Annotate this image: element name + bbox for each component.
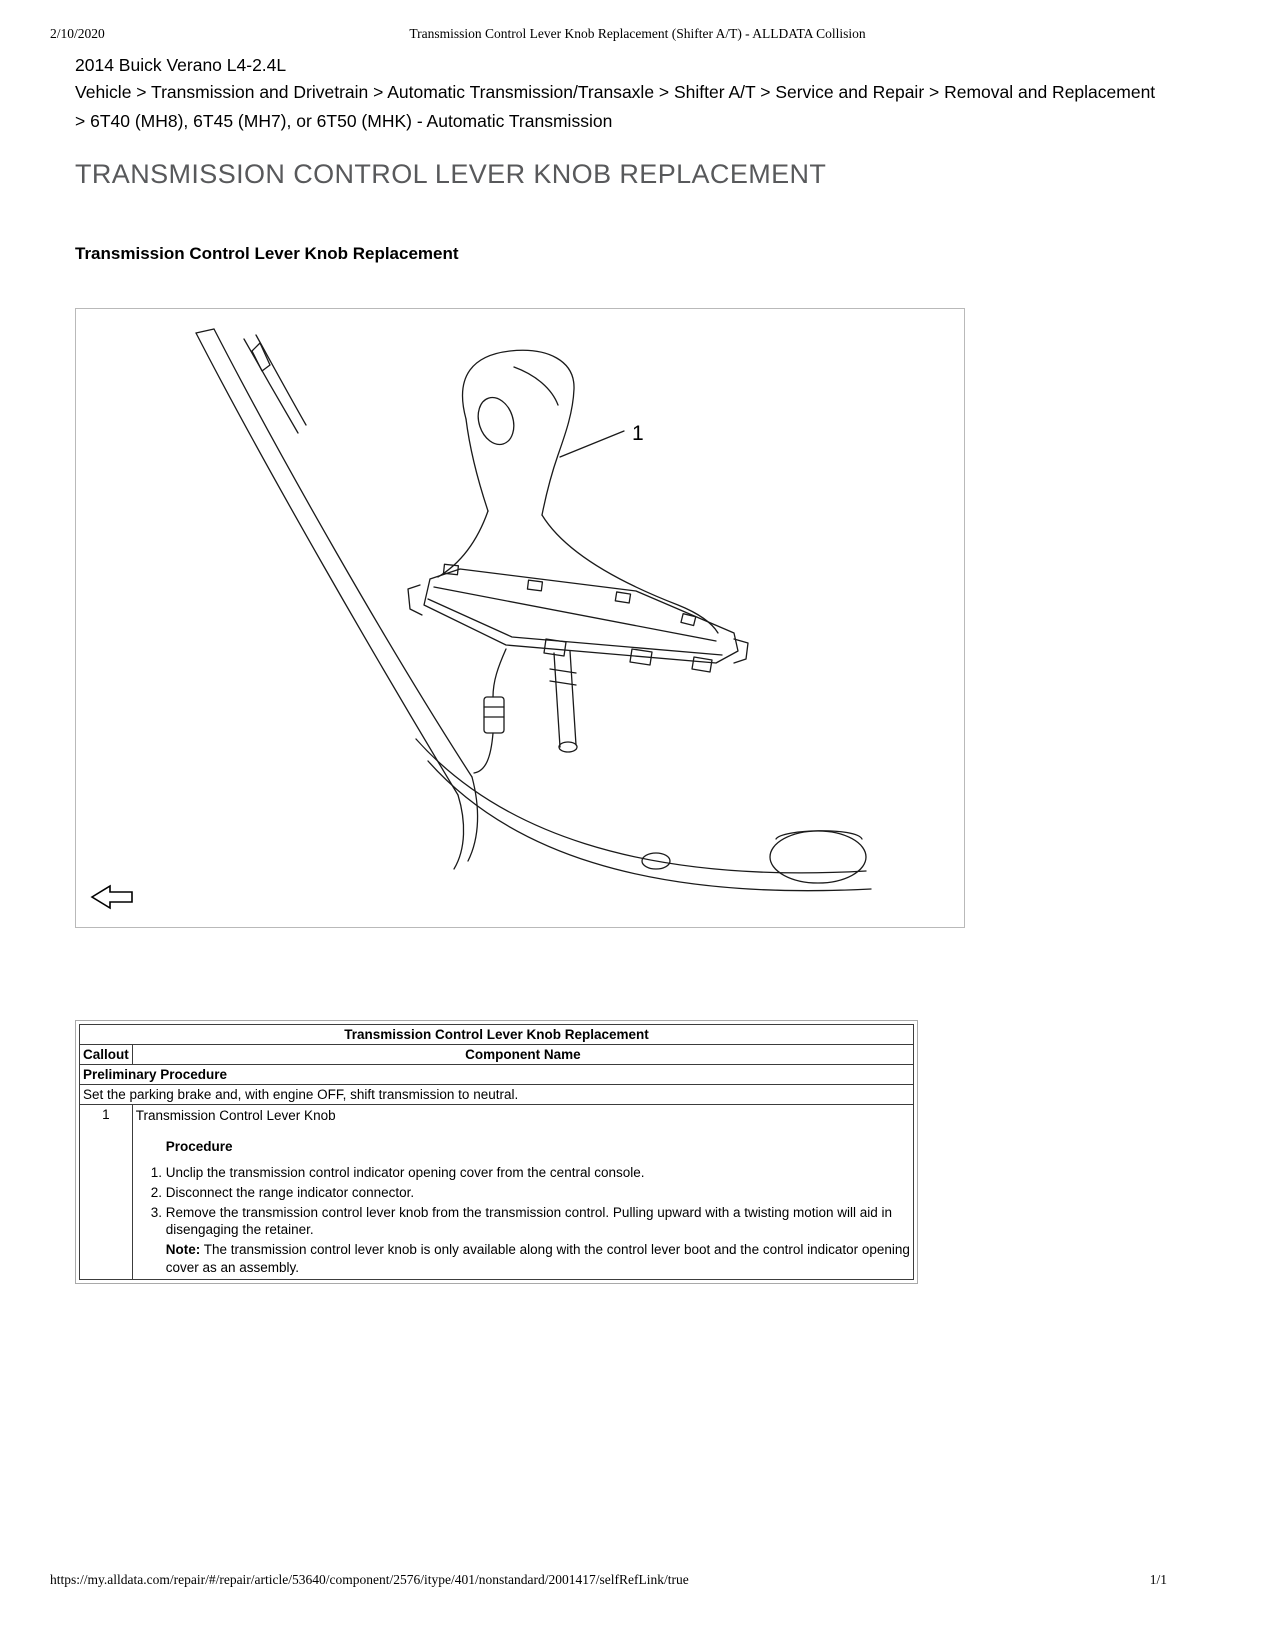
print-title: Transmission Control Lever Knob Replacement (Shifter A/T) - ALLDATA Collision (409, 26, 866, 41)
table-header-row (80, 1044, 914, 1064)
footer-url: https://my.alldata.com/repair/#/repair/article/53640/component/2576/itype/401/nonstandard/2001417/selfRefLink/true (50, 1572, 689, 1587)
procedure-note (166, 1241, 910, 1277)
column-header-callout: Callout (80, 1044, 133, 1064)
table-row (80, 1104, 914, 1279)
print-header (0, 26, 1275, 42)
callout-cell: 1 (80, 1104, 133, 1279)
note-text: The transmission control lever knob is only available along with the control lever boot and the control indicator opening cover as an assembly. (165, 1242, 910, 1275)
component-name: Transmission Control Lever Knob (135, 1107, 336, 1123)
vehicle-title: 2014 Buick Verano L4-2.4L (75, 55, 287, 75)
table-title-row (80, 1024, 914, 1044)
back-arrow-icon (92, 886, 132, 908)
print-footer (50, 1572, 1167, 1588)
footer-page-number: 1/1 (1149, 1572, 1167, 1587)
column-header-component: Component Name (132, 1044, 913, 1064)
breadcrumb: Vehicle > Transmission and Drivetrain > Automatic Transmission/Transaxle > Shifter A/T > Service and Repair > Removal and Replacement > 6T40 (MH8), 6T45 (MH7), or 6T50 (MHK) - Automatic Transmission (75, 82, 1156, 131)
section-title: Transmission Control Lever Knob Replacement (75, 243, 459, 263)
procedure-heading: Procedure (165, 1138, 233, 1154)
note-label: Note: (165, 1242, 201, 1258)
page-title: TRANSMISSION CONTROL LEVER KNOB REPLACEMENT (75, 158, 827, 189)
procedure-step: 3. Remove the transmission control lever knob from the transmission control. Pulling upward with a twisting motion will aid in disengaging the retainer. (166, 1204, 910, 1240)
component-cell (132, 1104, 913, 1279)
preliminary-heading-row (80, 1064, 914, 1084)
table-title: Transmission Control Lever Knob Replacement (80, 1024, 914, 1044)
preliminary-text-row (80, 1084, 914, 1104)
callout-table (79, 1024, 914, 1280)
procedure-step: 2. Disconnect the range indicator connector. (166, 1184, 910, 1202)
procedure-step: 1. Unclip the transmission control indicator opening cover from the central console. (166, 1164, 910, 1182)
shifter-line-drawing (76, 309, 964, 927)
preliminary-procedure-text: Set the parking brake and, with engine OFF, shift transmission to neutral. (80, 1084, 914, 1104)
print-date: 2/10/2020 (50, 26, 105, 41)
callout-table-container (75, 1020, 918, 1284)
preliminary-procedure-heading: Preliminary Procedure (80, 1064, 914, 1084)
shifter-illustration-figure (75, 308, 965, 928)
procedure-steps (136, 1164, 910, 1239)
figure-callout-label: 1 (632, 421, 644, 445)
article-content (75, 52, 1200, 1284)
